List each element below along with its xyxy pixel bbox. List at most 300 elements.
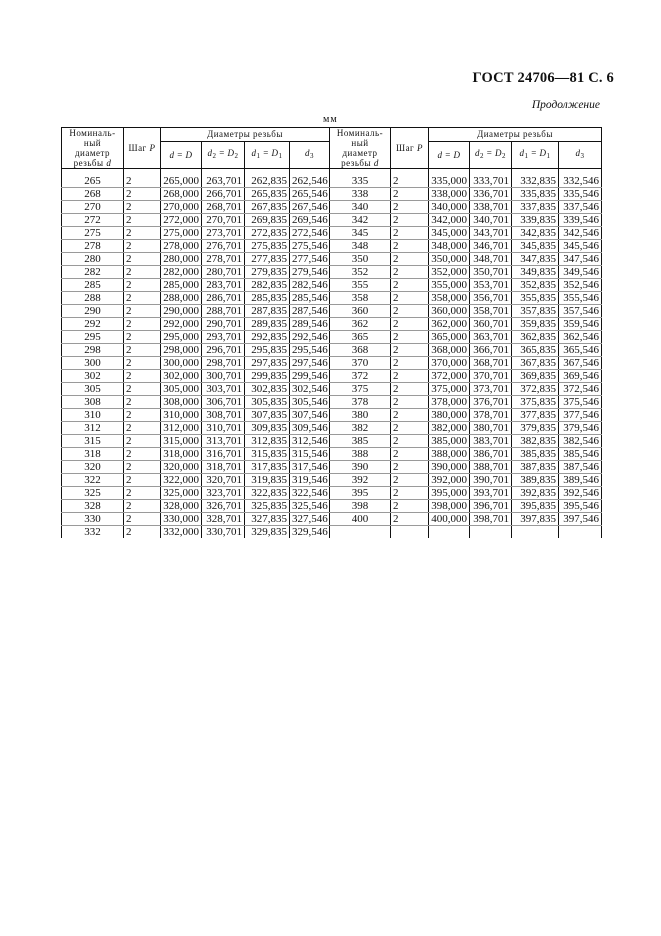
cell-d3-left: 287,546 bbox=[290, 305, 330, 318]
cell-d1-right: 369,835 bbox=[512, 370, 559, 383]
cell-d-left: 272,000 bbox=[161, 214, 202, 227]
cell-nominal-diameter-right: 382 bbox=[330, 422, 391, 435]
cell-d2-right: 343,701 bbox=[470, 227, 512, 240]
cell-d3-left: 292,546 bbox=[290, 331, 330, 344]
cell-nominal-diameter-right: 398 bbox=[330, 500, 391, 513]
header-symbol: d bbox=[575, 148, 581, 159]
header-symbol: D bbox=[495, 148, 503, 159]
cell-d3-left: 315,546 bbox=[290, 448, 330, 461]
cell-d1-left: 262,835 bbox=[245, 169, 290, 188]
cell-d1-left: 272,835 bbox=[245, 227, 290, 240]
cell-d3-left: 305,546 bbox=[290, 396, 330, 409]
cell-d2-right: 388,701 bbox=[470, 461, 512, 474]
cell-pitch-left: 2 bbox=[124, 201, 161, 214]
cell-d1-right: 397,835 bbox=[512, 513, 559, 526]
header-symbol: d bbox=[474, 148, 480, 159]
cell-nominal-diameter-left: 298 bbox=[62, 344, 124, 357]
table-row bbox=[62, 474, 602, 487]
header-symbol: D bbox=[227, 148, 235, 159]
cell-pitch-right: 2 bbox=[391, 214, 429, 227]
cell-d2-left: 306,701 bbox=[202, 396, 245, 409]
cell-d-left: 292,000 bbox=[161, 318, 202, 331]
cell-d-left: 318,000 bbox=[161, 448, 202, 461]
cell-d2-left: 286,701 bbox=[202, 292, 245, 305]
cell-d3-right: 397,546 bbox=[559, 513, 602, 526]
header-subscript: 1 bbox=[524, 152, 529, 161]
cell-d1-left: 302,835 bbox=[245, 383, 290, 396]
cell-d3-right: 362,546 bbox=[559, 331, 602, 344]
cell-nominal-diameter-left: 285 bbox=[62, 279, 124, 292]
cell-nominal-diameter-left: 270 bbox=[62, 201, 124, 214]
cell-d1-right: 345,835 bbox=[512, 240, 559, 253]
cell-d2-left: 273,701 bbox=[202, 227, 245, 240]
cell-d2-left: 288,701 bbox=[202, 305, 245, 318]
cell-d2-left: 320,701 bbox=[202, 474, 245, 487]
cell-pitch-left: 2 bbox=[124, 383, 161, 396]
cell-d1-left: 309,835 bbox=[245, 422, 290, 435]
cell-d1-left: 317,835 bbox=[245, 461, 290, 474]
cell-d1-right: 375,835 bbox=[512, 396, 559, 409]
cell-nominal-diameter-right: 368 bbox=[330, 344, 391, 357]
cell-d3-left: 327,546 bbox=[290, 513, 330, 526]
header-text: диаметр bbox=[342, 148, 378, 158]
cell-pitch-left: 2 bbox=[124, 305, 161, 318]
cell-d2-left: 323,701 bbox=[202, 487, 245, 500]
cell-d3-right: 385,546 bbox=[559, 448, 602, 461]
cell-d3-right: 332,546 bbox=[559, 169, 602, 188]
cell-d1-right: 335,835 bbox=[512, 188, 559, 201]
cell-d3-right: 357,546 bbox=[559, 305, 602, 318]
header-subscript: 2 bbox=[502, 152, 507, 161]
cell-d2-left: 280,701 bbox=[202, 266, 245, 279]
cell-d3-left: 297,546 bbox=[290, 357, 330, 370]
cell-d2-left: 290,701 bbox=[202, 318, 245, 331]
cell-nominal-diameter-left: 288 bbox=[62, 292, 124, 305]
cell-d-right: 380,000 bbox=[429, 409, 470, 422]
cell-d3-right: 342,546 bbox=[559, 227, 602, 240]
cell-d3-left: 309,546 bbox=[290, 422, 330, 435]
header-text: диаметр bbox=[74, 148, 111, 158]
cell-d1-right: 385,835 bbox=[512, 448, 559, 461]
cell-d-right: 368,000 bbox=[429, 344, 470, 357]
cell-d1-right: 332,835 bbox=[512, 169, 559, 188]
table-row bbox=[62, 331, 602, 344]
cell-pitch-right: 2 bbox=[391, 500, 429, 513]
header-subscript: 2 bbox=[212, 152, 217, 161]
cell-nominal-diameter-left: 320 bbox=[62, 461, 124, 474]
cell-d3-left: 272,546 bbox=[290, 227, 330, 240]
cell-pitch-right: 2 bbox=[391, 370, 429, 383]
header-symbol: D bbox=[453, 149, 461, 160]
cell-pitch-left: 2 bbox=[124, 188, 161, 201]
header-d1-eq-D1 bbox=[512, 141, 559, 168]
cell-pitch-left: 2 bbox=[124, 357, 161, 370]
cell-pitch-left: 2 bbox=[124, 526, 161, 539]
cell-d1-right: 337,835 bbox=[512, 201, 559, 214]
header-subscript: 1 bbox=[278, 152, 283, 161]
cell-nominal-diameter-left: 290 bbox=[62, 305, 124, 318]
table-row bbox=[62, 513, 602, 526]
header-symbol: = bbox=[177, 149, 183, 160]
cell-d2-left: 318,701 bbox=[202, 461, 245, 474]
table-row bbox=[62, 461, 602, 474]
cell-d-left: 322,000 bbox=[161, 474, 202, 487]
cell-pitch-left: 2 bbox=[124, 227, 161, 240]
cell-d2-left: 266,701 bbox=[202, 188, 245, 201]
cell-pitch-left: 2 bbox=[124, 240, 161, 253]
cell-d-left: 290,000 bbox=[161, 305, 202, 318]
cell-d2-left: 313,701 bbox=[202, 435, 245, 448]
cell-d-left: 310,000 bbox=[161, 409, 202, 422]
header-diameters-right: Диаметры резьбы bbox=[429, 128, 602, 142]
table-row bbox=[62, 279, 602, 292]
cell-d1-right: 362,835 bbox=[512, 331, 559, 344]
cell-d2-right: 363,701 bbox=[470, 331, 512, 344]
cell-pitch-left: 2 bbox=[124, 292, 161, 305]
cell-d3-left: 295,546 bbox=[290, 344, 330, 357]
cell-d-right: 355,000 bbox=[429, 279, 470, 292]
header-diameters-left: Диаметры резьбы bbox=[161, 128, 330, 142]
cell-pitch-left: 2 bbox=[124, 279, 161, 292]
cell-pitch-right: 2 bbox=[391, 188, 429, 201]
cell-d1-left: 307,835 bbox=[245, 409, 290, 422]
cell-d3-right: 392,546 bbox=[559, 487, 602, 500]
cell-d1-left: 297,835 bbox=[245, 357, 290, 370]
cell-d2-right: 360,701 bbox=[470, 318, 512, 331]
cell-pitch-right: 2 bbox=[391, 396, 429, 409]
cell-d2-right: 358,701 bbox=[470, 305, 512, 318]
cell-d2-right: 368,701 bbox=[470, 357, 512, 370]
cell-pitch-right: 2 bbox=[391, 266, 429, 279]
cell-d-right: 395,000 bbox=[429, 487, 470, 500]
cell-d2-right: 333,701 bbox=[470, 169, 512, 188]
cell-d1-right: 389,835 bbox=[512, 474, 559, 487]
cell-pitch-left: 2 bbox=[124, 214, 161, 227]
cell-d2-left: 293,701 bbox=[202, 331, 245, 344]
cell-d1-left: 325,835 bbox=[245, 500, 290, 513]
cell-d2-right: 376,701 bbox=[470, 396, 512, 409]
cell-d2-right: 346,701 bbox=[470, 240, 512, 253]
table-row bbox=[62, 500, 602, 513]
cell-nominal-diameter-right: 378 bbox=[330, 396, 391, 409]
cell-pitch-left: 2 bbox=[124, 253, 161, 266]
cell-pitch-right: 2 bbox=[391, 227, 429, 240]
cell-d2-right: 338,701 bbox=[470, 201, 512, 214]
cell-d1-left: 289,835 bbox=[245, 318, 290, 331]
cell-d-right: 375,000 bbox=[429, 383, 470, 396]
header-subscript: 2 bbox=[234, 152, 239, 161]
cell-nominal-diameter-left: 318 bbox=[62, 448, 124, 461]
cell-d2-left: 296,701 bbox=[202, 344, 245, 357]
cell-d3-right bbox=[559, 526, 602, 539]
cell-d-left: 295,000 bbox=[161, 331, 202, 344]
header-text: Номиналь- bbox=[336, 128, 384, 138]
cell-d-left: 312,000 bbox=[161, 422, 202, 435]
cell-nominal-diameter-left: 272 bbox=[62, 214, 124, 227]
cell-d3-right: 389,546 bbox=[559, 474, 602, 487]
cell-d2-left: 328,701 bbox=[202, 513, 245, 526]
cell-d1-right: 372,835 bbox=[512, 383, 559, 396]
cell-d1-left: 285,835 bbox=[245, 292, 290, 305]
cell-pitch-left: 2 bbox=[124, 487, 161, 500]
header-d2-eq-D2 bbox=[202, 141, 245, 168]
cell-d1-right: 367,835 bbox=[512, 357, 559, 370]
cell-nominal-diameter-left: 310 bbox=[62, 409, 124, 422]
cell-nominal-diameter-right: 392 bbox=[330, 474, 391, 487]
cell-nominal-diameter-left: 315 bbox=[62, 435, 124, 448]
cell-d-right: 388,000 bbox=[429, 448, 470, 461]
table-row bbox=[62, 409, 602, 422]
header-d-eq-D bbox=[161, 141, 202, 168]
header-symbol: d bbox=[305, 148, 310, 159]
cell-d1-right: 339,835 bbox=[512, 214, 559, 227]
cell-d-left: 302,000 bbox=[161, 370, 202, 383]
cell-nominal-diameter-left: 275 bbox=[62, 227, 124, 240]
header-symbol: = bbox=[531, 148, 537, 159]
cell-d-right: 360,000 bbox=[429, 305, 470, 318]
cell-d1-left: 277,835 bbox=[245, 253, 290, 266]
cell-pitch-right: 2 bbox=[391, 513, 429, 526]
cell-d1-right: 377,835 bbox=[512, 409, 559, 422]
cell-nominal-diameter-right: 380 bbox=[330, 409, 391, 422]
cell-d2-left: 310,701 bbox=[202, 422, 245, 435]
cell-d2-right: 336,701 bbox=[470, 188, 512, 201]
cell-d3-right: 347,546 bbox=[559, 253, 602, 266]
cell-d1-left: 279,835 bbox=[245, 266, 290, 279]
cell-d2-right: 396,701 bbox=[470, 500, 512, 513]
cell-pitch-left: 2 bbox=[124, 435, 161, 448]
header-d1-eq-D1 bbox=[245, 141, 290, 168]
header-text: резьбы bbox=[73, 158, 104, 168]
cell-d-left: 285,000 bbox=[161, 279, 202, 292]
cell-d3-right: 349,546 bbox=[559, 266, 602, 279]
cell-d-right: 382,000 bbox=[429, 422, 470, 435]
cell-nominal-diameter-left: 308 bbox=[62, 396, 124, 409]
cell-nominal-diameter-right: 345 bbox=[330, 227, 391, 240]
header-symbol: = bbox=[263, 148, 269, 159]
cell-pitch-right: 2 bbox=[391, 422, 429, 435]
cell-nominal-diameter-left: 292 bbox=[62, 318, 124, 331]
table-row bbox=[62, 169, 602, 188]
cell-d2-right: 380,701 bbox=[470, 422, 512, 435]
cell-d-right: 352,000 bbox=[429, 266, 470, 279]
header-symbol: d bbox=[437, 149, 443, 160]
cell-d1-right: 365,835 bbox=[512, 344, 559, 357]
cell-d1-left: 282,835 bbox=[245, 279, 290, 292]
header-symbol: d bbox=[251, 148, 257, 159]
cell-d1-right: 395,835 bbox=[512, 500, 559, 513]
cell-d-left: 332,000 bbox=[161, 526, 202, 539]
cell-d1-left: 269,835 bbox=[245, 214, 290, 227]
header-symbol: d bbox=[519, 148, 525, 159]
cell-d-right: 348,000 bbox=[429, 240, 470, 253]
cell-nominal-diameter-right: 365 bbox=[330, 331, 391, 344]
cell-pitch-left: 2 bbox=[124, 500, 161, 513]
cell-d2-right: 386,701 bbox=[470, 448, 512, 461]
cell-d3-right: 395,546 bbox=[559, 500, 602, 513]
cell-d2-right: 370,701 bbox=[470, 370, 512, 383]
cell-d1-right: 349,835 bbox=[512, 266, 559, 279]
header-symbol: D bbox=[185, 149, 193, 160]
cell-nominal-diameter-right: 335 bbox=[330, 169, 391, 188]
cell-pitch-right: 2 bbox=[391, 331, 429, 344]
cell-d3-right: 387,546 bbox=[559, 461, 602, 474]
cell-pitch-left: 2 bbox=[124, 370, 161, 383]
cell-d2-right: 340,701 bbox=[470, 214, 512, 227]
cell-d1-left: 305,835 bbox=[245, 396, 290, 409]
cell-pitch-right: 2 bbox=[391, 292, 429, 305]
cell-d1-right: 382,835 bbox=[512, 435, 559, 448]
cell-pitch-right: 2 bbox=[391, 448, 429, 461]
cell-d1-left: 322,835 bbox=[245, 487, 290, 500]
cell-d-left: 315,000 bbox=[161, 435, 202, 448]
cell-d3-left: 312,546 bbox=[290, 435, 330, 448]
cell-d1-left: 295,835 bbox=[245, 344, 290, 357]
cell-d2-left: 270,701 bbox=[202, 214, 245, 227]
cell-pitch-left: 2 bbox=[124, 318, 161, 331]
cell-nominal-diameter-right: 338 bbox=[330, 188, 391, 201]
cell-pitch-right: 2 bbox=[391, 357, 429, 370]
cell-d3-left: 265,546 bbox=[290, 188, 330, 201]
cell-d-left: 268,000 bbox=[161, 188, 202, 201]
cell-d1-right: 379,835 bbox=[512, 422, 559, 435]
cell-nominal-diameter-right: 355 bbox=[330, 279, 391, 292]
header-symbol: = bbox=[445, 149, 451, 160]
cell-d1-left: 299,835 bbox=[245, 370, 290, 383]
header-symbol: d bbox=[169, 149, 175, 160]
cell-d1-left: 312,835 bbox=[245, 435, 290, 448]
cell-pitch-right: 2 bbox=[391, 201, 429, 214]
cell-d1-right: 347,835 bbox=[512, 253, 559, 266]
cell-pitch-right: 2 bbox=[391, 461, 429, 474]
cell-pitch-left: 2 bbox=[124, 461, 161, 474]
cell-d1-right: 355,835 bbox=[512, 292, 559, 305]
cell-nominal-diameter-right: 350 bbox=[330, 253, 391, 266]
cell-pitch-right: 2 bbox=[391, 169, 429, 188]
cell-d-right: 390,000 bbox=[429, 461, 470, 474]
cell-pitch-right: 2 bbox=[391, 435, 429, 448]
cell-pitch-left: 2 bbox=[124, 169, 161, 188]
cell-d2-left: 283,701 bbox=[202, 279, 245, 292]
cell-nominal-diameter-right: 390 bbox=[330, 461, 391, 474]
cell-nominal-diameter-right: 342 bbox=[330, 214, 391, 227]
cell-d2-left: 276,701 bbox=[202, 240, 245, 253]
cell-nominal-diameter-left: 282 bbox=[62, 266, 124, 279]
cell-d-right: 398,000 bbox=[429, 500, 470, 513]
cell-nominal-diameter-left: 295 bbox=[62, 331, 124, 344]
cell-d3-right: 352,546 bbox=[559, 279, 602, 292]
cell-d2-right: 398,701 bbox=[470, 513, 512, 526]
table-row bbox=[62, 422, 602, 435]
cell-pitch-right: 2 bbox=[391, 240, 429, 253]
cell-d2-left: 326,701 bbox=[202, 500, 245, 513]
cell-pitch-right: 2 bbox=[391, 487, 429, 500]
cell-d-left: 265,000 bbox=[161, 169, 202, 188]
cell-d3-left: 325,546 bbox=[290, 500, 330, 513]
cell-d2-right: 356,701 bbox=[470, 292, 512, 305]
cell-d2-right: 378,701 bbox=[470, 409, 512, 422]
cell-d2-right: 348,701 bbox=[470, 253, 512, 266]
cell-d-right: 365,000 bbox=[429, 331, 470, 344]
cell-d-right: 385,000 bbox=[429, 435, 470, 448]
cell-nominal-diameter-right: 348 bbox=[330, 240, 391, 253]
cell-nominal-diameter-left: 328 bbox=[62, 500, 124, 513]
cell-d2-left: 268,701 bbox=[202, 201, 245, 214]
cell-d1-left: 265,835 bbox=[245, 188, 290, 201]
cell-d-left: 282,000 bbox=[161, 266, 202, 279]
cell-nominal-diameter-right: 362 bbox=[330, 318, 391, 331]
cell-d-left: 298,000 bbox=[161, 344, 202, 357]
cell-d3-right: 359,546 bbox=[559, 318, 602, 331]
cell-pitch-left: 2 bbox=[124, 396, 161, 409]
cell-d2-right: 366,701 bbox=[470, 344, 512, 357]
cell-d-left: 288,000 bbox=[161, 292, 202, 305]
table-row bbox=[62, 318, 602, 331]
header-symbol: = bbox=[219, 148, 225, 159]
header-d3 bbox=[559, 141, 602, 168]
cell-nominal-diameter-left: 300 bbox=[62, 357, 124, 370]
header-symbol: P bbox=[149, 143, 156, 153]
cell-d-left: 320,000 bbox=[161, 461, 202, 474]
table-row bbox=[62, 214, 602, 227]
cell-d-right: 372,000 bbox=[429, 370, 470, 383]
cell-d-right: 392,000 bbox=[429, 474, 470, 487]
cell-nominal-diameter-left: 330 bbox=[62, 513, 124, 526]
cell-pitch-right: 2 bbox=[391, 383, 429, 396]
cell-d3-left: 307,546 bbox=[290, 409, 330, 422]
cell-nominal-diameter-left: 278 bbox=[62, 240, 124, 253]
cell-d-left: 328,000 bbox=[161, 500, 202, 513]
cell-d-left: 275,000 bbox=[161, 227, 202, 240]
cell-d3-right: 367,546 bbox=[559, 357, 602, 370]
cell-d-left: 325,000 bbox=[161, 487, 202, 500]
table-row bbox=[62, 201, 602, 214]
cell-d1-left: 267,835 bbox=[245, 201, 290, 214]
cell-d3-left: 267,546 bbox=[290, 201, 330, 214]
header-symbol: d bbox=[207, 148, 213, 159]
header-subscript: 3 bbox=[310, 152, 314, 161]
cell-d2-left: 303,701 bbox=[202, 383, 245, 396]
cell-nominal-diameter-right: 370 bbox=[330, 357, 391, 370]
cell-nominal-diameter-left: 265 bbox=[62, 169, 124, 188]
continuation-label: Продолжение bbox=[531, 99, 600, 111]
thread-diameter-table bbox=[61, 127, 602, 538]
cell-d3-right: 339,546 bbox=[559, 214, 602, 227]
cell-nominal-diameter-left: 280 bbox=[62, 253, 124, 266]
cell-nominal-diameter-right: 385 bbox=[330, 435, 391, 448]
cell-d-right bbox=[429, 526, 470, 539]
cell-d2-right: 390,701 bbox=[470, 474, 512, 487]
cell-pitch-left: 2 bbox=[124, 266, 161, 279]
cell-d3-right: 377,546 bbox=[559, 409, 602, 422]
cell-nominal-diameter-right: 358 bbox=[330, 292, 391, 305]
cell-d2-left: 278,701 bbox=[202, 253, 245, 266]
cell-d-left: 278,000 bbox=[161, 240, 202, 253]
cell-d2-left: 316,701 bbox=[202, 448, 245, 461]
cell-nominal-diameter-left: 332 bbox=[62, 526, 124, 539]
header-symbol: = bbox=[486, 148, 493, 159]
header-text: Шаг bbox=[395, 143, 415, 153]
cell-d-right: 345,000 bbox=[429, 227, 470, 240]
table-row bbox=[62, 435, 602, 448]
header-d3 bbox=[290, 141, 330, 168]
table-row bbox=[62, 357, 602, 370]
cell-d3-left: 329,546 bbox=[290, 526, 330, 539]
cell-d2-left: 300,701 bbox=[202, 370, 245, 383]
cell-nominal-diameter-left: 325 bbox=[62, 487, 124, 500]
cell-nominal-diameter-left: 305 bbox=[62, 383, 124, 396]
header-text: Номиналь- bbox=[69, 128, 116, 138]
